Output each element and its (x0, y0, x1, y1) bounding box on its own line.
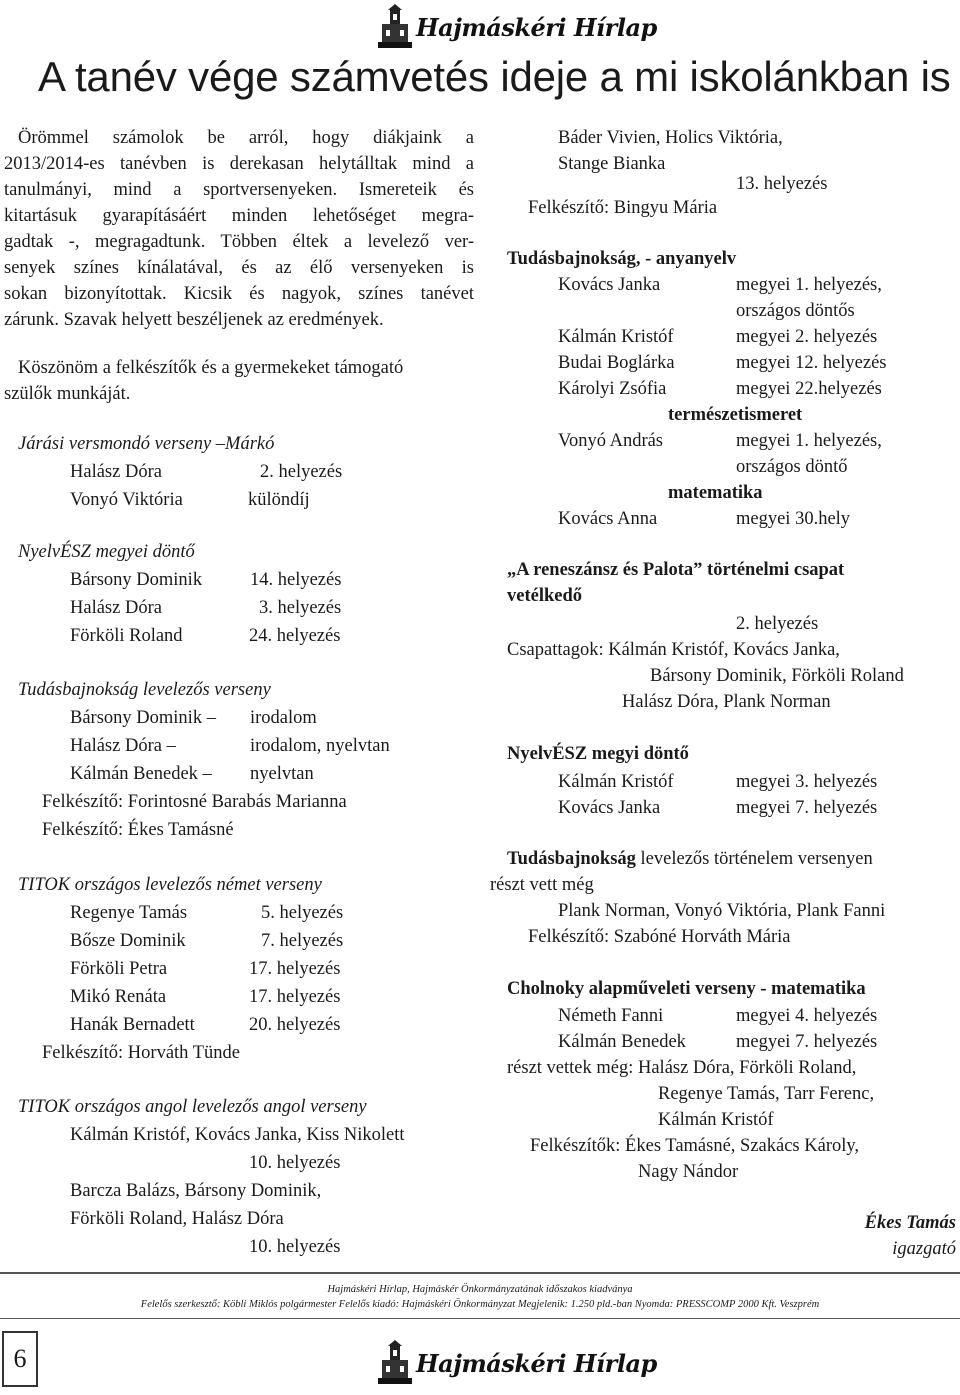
result-name: Halász Dóra – (70, 736, 176, 756)
result-place: 2. helyezés (736, 614, 819, 634)
result-place: megyei 7. helyezés (736, 798, 878, 818)
section-heading: TITOK országos levelezős német verseny (18, 875, 322, 895)
result-subject: irodalom (250, 708, 317, 728)
result-name: Hanák Bernadett (70, 1015, 195, 1035)
result-place: 7. helyezés (261, 931, 344, 951)
result-name: Bősze Dominik (70, 931, 186, 951)
result-name: Halász Dóra (70, 462, 162, 482)
result-name: Kovács Anna (558, 509, 658, 529)
subject-heading: matematika (668, 483, 763, 503)
result-place: megyei 3. helyezés (736, 772, 878, 792)
team-line: Förköli Roland, Halász Dóra (70, 1209, 284, 1229)
result-place: megyei 30.hely (736, 509, 851, 529)
footer-rule (0, 1272, 960, 1274)
section-heading: Járási versmondó verseny –Márkó (18, 434, 275, 454)
result-name: Kálmán Kristóf (558, 327, 674, 347)
intro-line: zárunk. Szavak helyett beszéljenek az eredmények. (4, 310, 384, 330)
article-title: A tanév vége számvetés ideje a mi iskolánkban is (38, 53, 951, 100)
intro-paragraph (4, 125, 474, 333)
intro-line: sokan bizonyítottak. Kicsik és nagyok, színes tanévet (4, 284, 474, 304)
result-name: Förköli Petra (70, 959, 168, 979)
team-line: Csapattagok: Kálmán Kristóf, Kovács Janka, (507, 640, 840, 660)
team-line: Báder Vivien, Holics Viktória, (558, 128, 783, 148)
team-line: Halász Dóra, Plank Norman (622, 692, 831, 712)
logo-text: Hajmáskéri Hírlap (416, 12, 657, 42)
result-name: Bársony Dominik (70, 570, 203, 590)
result-name: Kálmán Benedek – (70, 764, 212, 784)
result-place: megyei 22.helyezés (736, 379, 882, 399)
team-line: Regenye Tamás, Tarr Ferenc, (658, 1084, 875, 1104)
team-line: Kálmán Kristóf (658, 1110, 774, 1130)
result-name: Vonyó Viktória (70, 490, 183, 510)
paragraph-line (507, 846, 873, 872)
result-place: megyei 1. helyezés, (736, 275, 882, 295)
paragraph-line: részt vett még (490, 875, 594, 895)
intro-line: 2013/2014-es tanévben is derekasan helytálltak mind a (4, 154, 474, 174)
result-place: megyei 2. helyezés (736, 327, 878, 347)
section-heading: „A reneszánsz és Palota” történelmi csapat (507, 560, 845, 580)
teacher-line: Felkészítő: Forintosné Barabás Marianna (42, 792, 347, 812)
section-heading: vetélkedő (507, 586, 583, 606)
section-heading: Tudásbajnokság, - anyanyelv (507, 249, 737, 269)
result-place: 5. helyezés (261, 903, 344, 923)
team-line: részt vettek még: Halász Dóra, Förköli Roland, (507, 1058, 857, 1078)
intro-line: Örömmel számolok be arról, hogy diákjaink a (18, 128, 474, 148)
intro-line: kitartásuk gyarapításáért minden lehetőséget megra- (4, 206, 474, 226)
section-heading: NyelvÉSZ megyei döntő (18, 542, 195, 562)
footer-logo (378, 1340, 657, 1386)
result-place: 20. helyezés (249, 1015, 341, 1035)
team-line: Bársony Dominik, Förköli Roland (650, 666, 904, 686)
section-heading: Tudásbajnokság levelezős verseny (18, 680, 271, 700)
result-subject: irodalom, nyelvtan (250, 736, 390, 756)
footer-imprint: Felelős szerkesztő: Köbli Miklós polgármester Felelős kiadó: Hajmáskéri Önkormányzat Megjelenik: 1.250 pld.-ban Nyomda: PRESSCOMP 2000 Kft. Veszprém (140, 1299, 820, 1310)
teacher-line: Felkészítő: Horváth Tünde (42, 1043, 240, 1063)
result-place: 24. helyezés (249, 626, 341, 646)
result-place: 17. helyezés (249, 987, 341, 1007)
footer-publication: Hajmáskéri Hírlap, Hajmáskér Önkormányzatának időszakos kiadványa (327, 1284, 633, 1295)
result-place: megyei 4. helyezés (736, 1006, 878, 1026)
result-place: 10. helyezés (249, 1153, 341, 1173)
thanks-line: szülők munkáját. (4, 384, 131, 404)
result-name: Németh Fanni (558, 1006, 664, 1026)
thanks-line: Köszönöm a felkészítők és a gyermekeket támogató (18, 358, 404, 378)
section-heading: Cholnoky alapműveleti verseny - matematika (507, 979, 866, 999)
result-name: Halász Dóra (70, 598, 162, 618)
result-name: Kálmán Benedek (558, 1032, 686, 1052)
result-place: 3. helyezés (259, 598, 342, 618)
result-place: megyei 1. helyezés, (736, 431, 882, 451)
castle-tower-icon (378, 4, 412, 50)
masthead-logo (378, 4, 657, 50)
signature-name: Ékes Tamás (864, 1213, 956, 1233)
section-heading: TITOK országos angol levelezős angol verseny (18, 1097, 367, 1117)
result-name: Kovács Janka (558, 798, 661, 818)
result-place: 14. helyezés (250, 570, 342, 590)
signature-role: igazgató (892, 1239, 956, 1259)
result-place: országos döntő (736, 457, 848, 477)
result-name: Regenye Tamás (70, 903, 188, 923)
lead-rest: levelezős történelem versenyen (635, 849, 873, 869)
intro-line: senyek színes kínálatával, és az élő versenyeken is (4, 258, 474, 278)
result-name: Budai Boglárka (558, 353, 675, 373)
result-name: Kovács Janka (558, 275, 661, 295)
intro-line: gadtak -, megragadtunk. Többen éltek a levelező ver- (4, 232, 474, 252)
subject-heading: természetismeret (668, 405, 803, 425)
result-name: Förköli Roland (70, 626, 183, 646)
teacher-line: Felkészítő: Ékes Tamásné (42, 820, 234, 840)
bold-lead: Tudásbajnokság (507, 849, 636, 869)
result-name: Károlyi Zsófia (558, 379, 667, 399)
castle-tower-icon (378, 1340, 412, 1386)
result-name: Vonyó András (558, 431, 664, 451)
result-place: megyei 12. helyezés (736, 353, 887, 373)
result-place: 17. helyezés (249, 959, 341, 979)
result-name: Bársony Dominik – (70, 708, 216, 728)
intro-line: tanulmányi, mind a sportversenyeken. Ismereteik és (4, 180, 474, 200)
result-subject: nyelvtan (250, 764, 314, 784)
team-line: Plank Norman, Vonyó Viktória, Plank Fanni (558, 901, 886, 921)
result-place: 2. helyezés (260, 462, 343, 482)
result-place: 10. helyezés (249, 1237, 341, 1257)
result-place: országos döntős (736, 301, 855, 321)
teacher-line: Felkészítő: Bingyu Mária (528, 198, 718, 218)
team-line: Stange Bianka (558, 154, 666, 174)
result-place: 13. helyezés (736, 174, 828, 194)
result-place: különdíj (248, 490, 310, 510)
footer-rule-bottom (0, 1318, 960, 1319)
teacher-line: Nagy Nándor (638, 1162, 739, 1182)
result-place: megyei 7. helyezés (736, 1032, 878, 1052)
page-number: 6 (2, 1331, 38, 1387)
result-name: Mikó Renáta (70, 987, 167, 1007)
teacher-line: Felkészítők: Ékes Tamásné, Szakács Károly, (530, 1136, 860, 1156)
result-name: Kálmán Kristóf (558, 772, 674, 792)
team-line: Kálmán Kristóf, Kovács Janka, Kiss Nikolett (70, 1125, 405, 1145)
team-line: Barcza Balázs, Bársony Dominik, (70, 1181, 322, 1201)
section-heading: NyelvÉSZ megyi döntő (507, 744, 689, 764)
logo-text: Hajmáskéri Hírlap (416, 1348, 657, 1378)
teacher-line: Felkészítő: Szabóné Horváth Mária (528, 927, 791, 947)
